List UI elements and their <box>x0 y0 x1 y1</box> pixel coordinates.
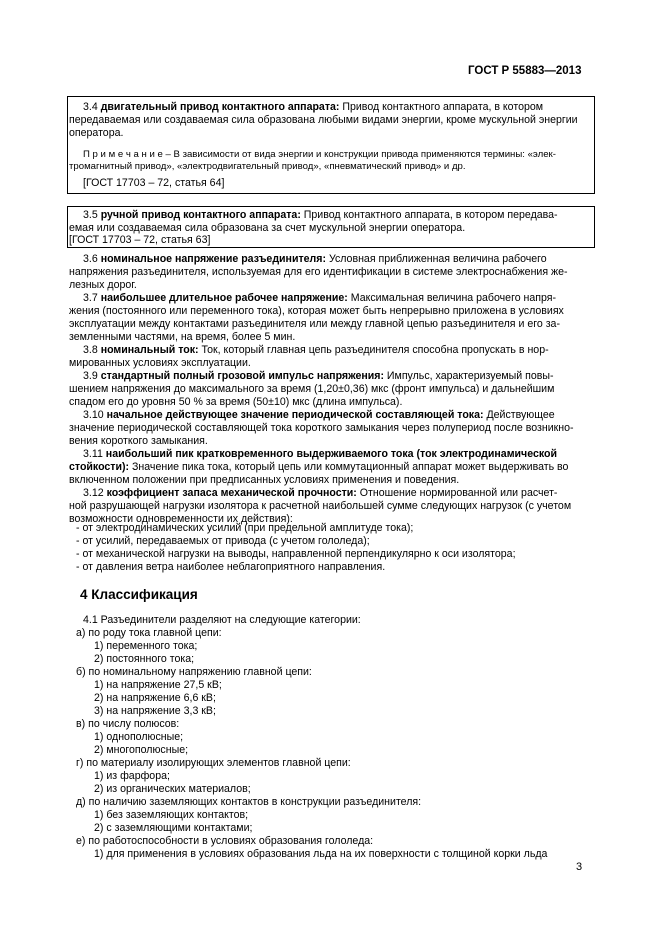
class-line: 2) из органических материалов; <box>94 783 251 795</box>
note-3-4-line-2: тромагнитный привод», «электродвигательный привод», «пневматический привод» и др. <box>69 161 466 172</box>
class-line: 3) на напряжение 3,3 кВ; <box>94 705 216 717</box>
class-line: 2) с заземляющими контактами; <box>94 822 253 834</box>
term-3-12-line-1: 3.12 коэффициент запаса механической прочности: Отношение нормированной или расчет- <box>83 487 558 499</box>
class-line: 2) многополюсные; <box>94 744 189 756</box>
term-3-6-line-3: лезных дорог. <box>69 279 137 291</box>
term-3-5: ручной привод контактного аппарата: <box>100 209 301 221</box>
class-line: в) по числу полюсов: <box>76 718 180 730</box>
term-3-11-line-1: 3.11 наибольший пик кратковременного выдерживаемого тока (ток электродинамической <box>83 448 557 460</box>
term-3-8-line-2: мированных условиях эксплуатации. <box>69 357 251 369</box>
term-3-11-cont: стойкости): <box>69 461 130 473</box>
term-3-9-line-2: шением напряжения до максимального за время (1,20±0,36) мкс (фронт импульса) и дальнейшим <box>69 383 555 395</box>
term-3-10: начальное действующее значение периодической составляющей тока: <box>106 409 484 421</box>
list-item: - от давления ветра наиболее неблагоприятного направления. <box>76 561 386 573</box>
class-line-last: 1) для применения в условиях образования льда на их поверхности с толщиной корки льда <box>94 848 548 860</box>
list-item: - от усилий, передаваемых от привода (с учетом гололеда); <box>76 535 370 547</box>
term-3-11-line-3: включенном положении при предписанных условиях применения и поведения. <box>69 474 460 486</box>
class-line: е) по работоспособности в условиях образования гололеда: <box>76 835 374 847</box>
class-line: 2) постоянного тока; <box>94 653 195 665</box>
reference-3-5: [ГОСТ 17703 – 72, статья 63] <box>69 234 211 246</box>
term-3-4-line-1: 3.4 двигательный привод контактного аппарата: Привод контактного аппарата, в котором <box>83 101 544 113</box>
section-title: 4 Классификация <box>80 587 198 602</box>
term-3-4-line-3: оператора. <box>69 127 124 139</box>
term-3-12: коэффициент запаса механической прочности: <box>106 487 357 499</box>
class-line: 1) однополюсные; <box>94 731 184 743</box>
term-3-7-line-1: 3.7 наибольшее длительное рабочее напряжение: Максимальная величина рабочего напря- <box>83 292 557 304</box>
term-3-11: наибольший пик кратковременного выдерживаемого тока (ток электродинамической <box>105 448 557 460</box>
term-3-7-line-3: эксплуатации между контактами разъединителя или между главной цепью разъединителя и его за- <box>69 318 560 330</box>
class-line: 1) переменного тока; <box>94 640 198 652</box>
note-3-4-line-1: П р и м е ч а н и е – В зависимости от вида энергии и конструкции привода применяются термины: «элек- <box>83 149 556 160</box>
term-3-4-line-2: передаваемая или создаваемая сила образована любыми видами энергии, кроме мускульной энергии <box>69 114 578 126</box>
term-3-7-line-2: жения (постоянного или переменного тока), которая может быть непрерывно приложена в условиях <box>69 305 564 317</box>
term-3-10-line-1: 3.10 начальное действующее значение периодической составляющей тока: Действующее <box>83 409 555 421</box>
term-3-9-line-3: спадом его до уровня 50 % за время (50±10) мкс (длина импульса). <box>69 396 403 408</box>
class-line: г) по материалу изолирующих элементов главной цепи: <box>76 757 351 769</box>
term-3-4: двигательный привод контактного аппарата: <box>100 101 340 113</box>
class-line: д) по наличию заземляющих контактов в конструкции разъединителя: <box>76 796 422 808</box>
term-3-9: стандартный полный грозовой импульс напряжения: <box>100 370 384 382</box>
term-3-6-line-1: 3.6 номинальное напряжение разъединителя: Условная приближенная величина рабочего <box>83 253 547 265</box>
term-3-9-line-1: 3.9 стандартный полный грозовой импульс напряжения: Импульс, характеризуемый повы- <box>83 370 554 382</box>
term-3-10-line-2: значение периодической составляющей тока короткого замыкания через полупериод после возникно- <box>69 422 574 434</box>
class-line: а) по роду тока главной цепи: <box>76 627 222 639</box>
term-3-8: номинальный ток: <box>100 344 199 356</box>
term-3-5-line-2: емая или создаваемая сила образована за счет мускульной энергии оператора. <box>69 222 466 234</box>
term-3-6-line-2: напряжения разъединителя, используемая для его идентификации в системе электроснабжения же- <box>69 266 568 278</box>
term-3-8-line-1: 3.8 номинальный ток: Ток, который главная цепь разъединителя способна пропускать в нор- <box>83 344 549 356</box>
class-line: 1) без заземляющих контактов; <box>94 809 249 821</box>
class-line: 1) на напряжение 27,5 кВ; <box>94 679 222 691</box>
document-header: ГОСТ Р 55883—2013 <box>468 65 582 77</box>
term-3-5-line-1: 3.5 ручной привод контактного аппарата: Привод контактного аппарата, в котором передава- <box>83 209 558 221</box>
list-item: - от электродинамических усилий (при предельной амплитуде тока); <box>76 522 414 534</box>
classification-intro: 4.1 Разъединители разделяют на следующие категории: <box>83 614 361 626</box>
class-line: 2) на напряжение 6,6 кВ; <box>94 692 216 704</box>
term-3-12-line-2: ной разрушающей нагрузки изолятора к расчетной наибольшей сумме следующих нагрузок (с учетом <box>69 500 572 512</box>
term-3-7: наибольшее длительное рабочее напряжение: <box>100 292 348 304</box>
page-number: 3 <box>576 861 583 873</box>
term-3-12-line-3: возможности одновременности их действия): <box>69 513 293 525</box>
class-line: 1) из фарфора; <box>94 770 170 782</box>
reference-3-4: [ГОСТ 17703 – 72, статья 64] <box>83 177 225 189</box>
term-3-11-line-2: стойкости): Значение пика тока, который цепь или коммутационный аппарат может выдерживать во <box>69 461 569 473</box>
term-3-7-line-4: земленными частями, на время, более 5 мин. <box>69 331 296 343</box>
list-item: - от механической нагрузки на выводы, направленной перпендикулярно к оси изолятора; <box>76 548 516 560</box>
term-3-6: номинальное напряжение разъединителя: <box>100 253 326 265</box>
class-line: б) по номинальному напряжению главной цепи: <box>76 666 312 678</box>
term-3-10-line-3: вения короткого замыкания. <box>69 435 208 447</box>
